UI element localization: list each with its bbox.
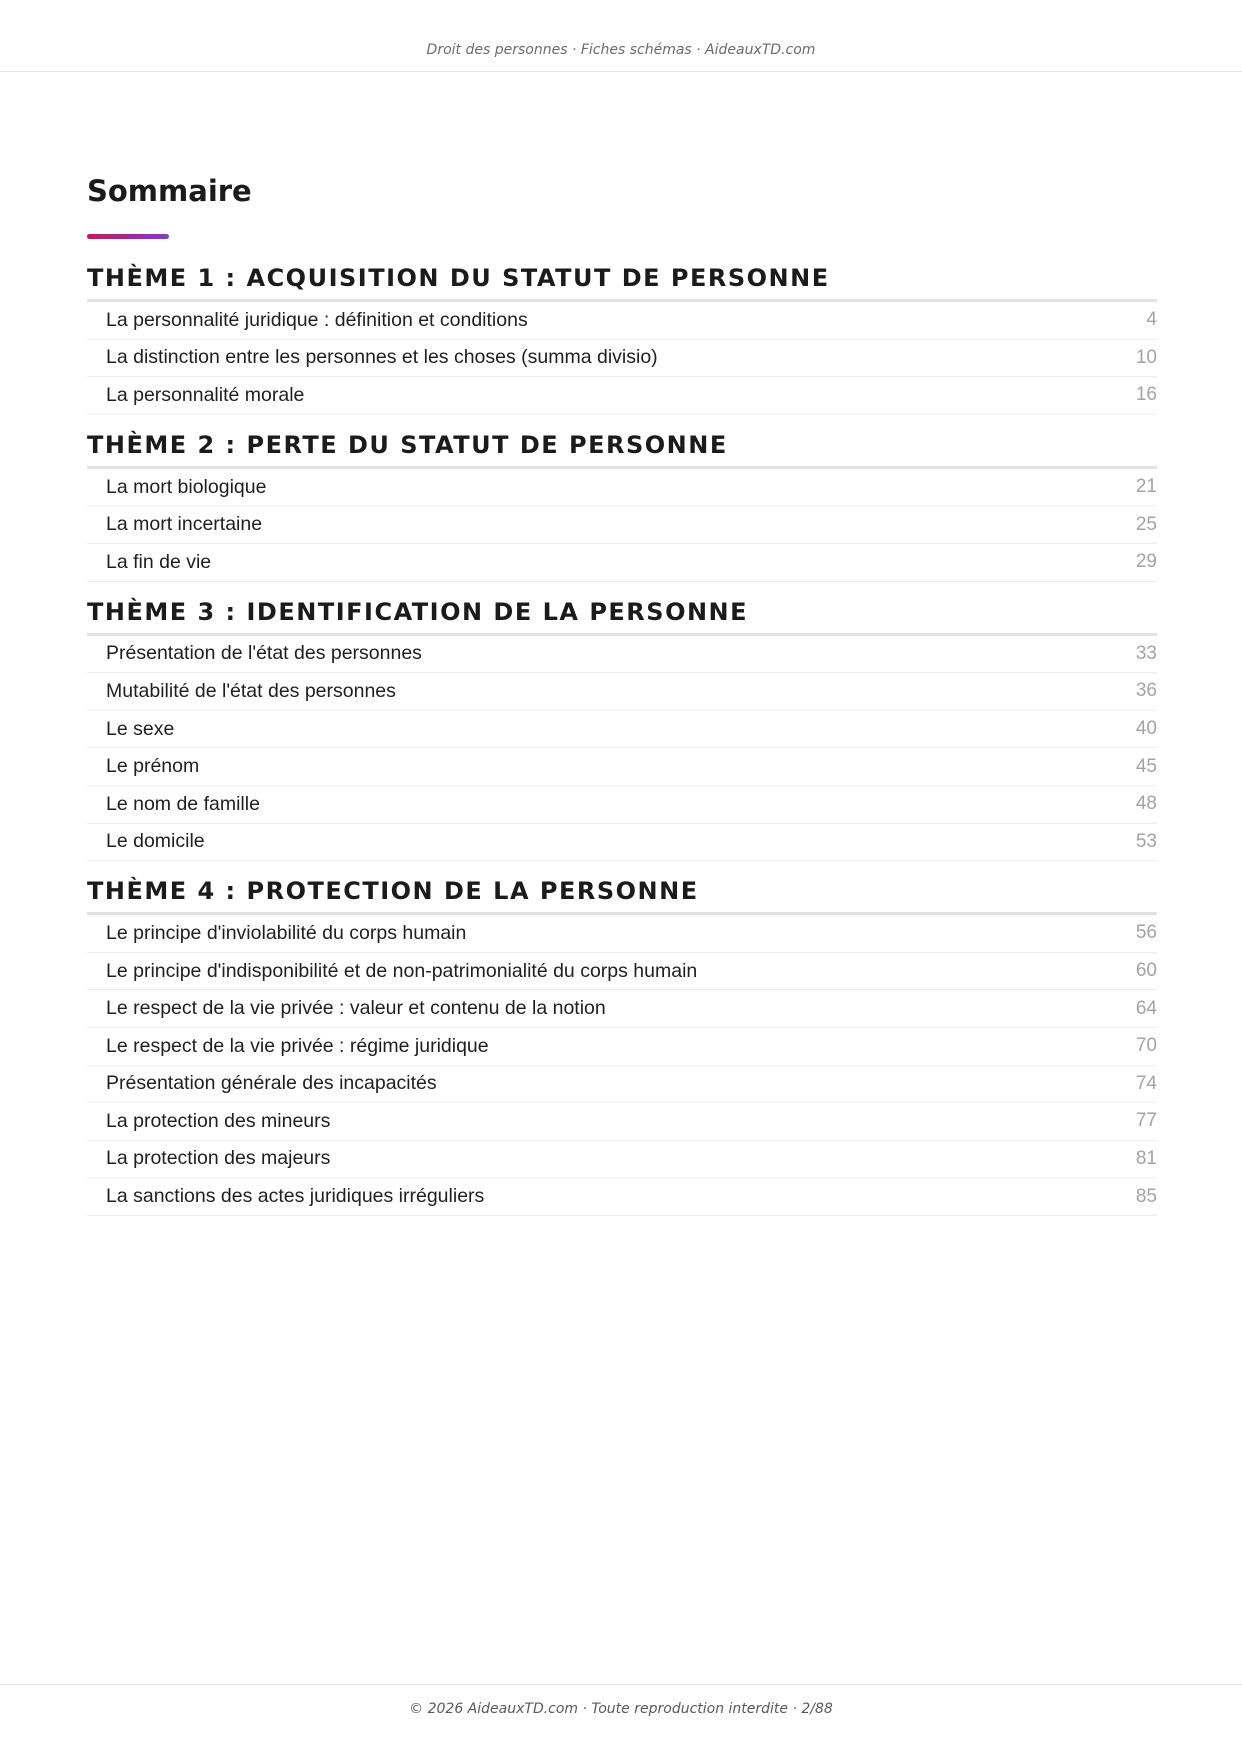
toc-entry-label: Le respect de la vie privée : régime juridique	[106, 1034, 489, 1057]
toc-entry-page: 70	[1135, 1035, 1157, 1057]
theme-section-4	[87, 867, 1157, 1216]
toc-entry-page: 10	[1135, 346, 1157, 368]
header-text: Droit des personnes · Fiches schémas · AideauxTD.com	[426, 42, 816, 58]
toc-entry-page: 36	[1135, 680, 1157, 702]
toc-entry-page: 81	[1135, 1147, 1157, 1169]
theme-section-2	[87, 421, 1157, 582]
toc-entry-label: Présentation de l'état des personnes	[106, 642, 422, 665]
toc-entry[interactable]	[87, 673, 1157, 711]
toc-entry[interactable]	[87, 1178, 1157, 1216]
toc-entry-label: La protection des majeurs	[106, 1147, 331, 1170]
toc-entry-label: Le principe d'inviolabilité du corps humain	[106, 921, 467, 944]
toc-entry[interactable]	[87, 711, 1157, 749]
toc-entry[interactable]	[87, 786, 1157, 824]
toc-entry-label: La personnalité morale	[106, 383, 305, 406]
theme-title: THÈME 4 : PROTECTION DE LA PERSONNE	[87, 867, 1157, 915]
page-header	[0, 0, 1242, 72]
toc-entry-label: Le principe d'indisponibilité et de non-patrimonialité du corps humain	[106, 959, 698, 982]
theme-title: THÈME 2 : PERTE DU STATUT DE PERSONNE	[87, 421, 1157, 469]
theme-title: THÈME 3 : IDENTIFICATION DE LA PERSONNE	[87, 588, 1157, 636]
toc-entry-label: La fin de vie	[106, 550, 212, 573]
page-footer	[0, 1684, 1242, 1754]
toc-entry-label: Le prénom	[106, 755, 200, 778]
toc-entry[interactable]	[87, 953, 1157, 991]
toc-entry-label: Le nom de famille	[106, 792, 260, 815]
toc-entry-label: La mort incertaine	[106, 513, 263, 536]
toc-entry[interactable]	[87, 824, 1157, 862]
toc-entry-label: Le sexe	[106, 717, 175, 740]
toc-entry-page: 64	[1135, 997, 1157, 1019]
toc-entry-page: 29	[1135, 551, 1157, 573]
toc-entry[interactable]	[87, 302, 1157, 340]
toc-entry-page: 21	[1135, 476, 1157, 498]
toc-entry[interactable]	[87, 748, 1157, 786]
toc-entry-page: 48	[1135, 793, 1157, 815]
toc-entry-page: 45	[1135, 755, 1157, 777]
toc-entry-page: 40	[1135, 718, 1157, 740]
toc-entry-label: La personnalité juridique : définition et conditions	[106, 308, 528, 331]
toc-entry-page: 4	[1146, 309, 1157, 331]
toc-entry-page: 77	[1135, 1110, 1157, 1132]
toc-entry-label: Mutabilité de l'état des personnes	[106, 679, 396, 702]
toc-entry-label: La protection des mineurs	[106, 1109, 331, 1132]
toc-entry-label: Le respect de la vie privée : valeur et contenu de la notion	[106, 997, 606, 1020]
toc-entry-page: 53	[1135, 830, 1157, 852]
toc-entry[interactable]	[87, 506, 1157, 544]
footer-text: © 2026 AideauxTD.com · Toute reproduction interdite · 2/88	[409, 1701, 833, 1717]
theme-section-3	[87, 588, 1157, 862]
theme-title: THÈME 1 : ACQUISITION DU STATUT DE PERSONNE	[87, 254, 1157, 302]
toc-entry[interactable]	[87, 636, 1157, 674]
table-of-contents	[87, 254, 1157, 1222]
theme-section-1	[87, 254, 1157, 415]
toc-entry[interactable]	[87, 1028, 1157, 1066]
toc-entry-label: Présentation générale des incapacités	[106, 1072, 437, 1095]
toc-entry[interactable]	[87, 340, 1157, 378]
toc-entry-page: 85	[1135, 1185, 1157, 1207]
toc-entry-page: 33	[1135, 642, 1157, 664]
toc-entry[interactable]	[87, 544, 1157, 582]
toc-entry-label: La distinction entre les personnes et les choses (summa divisio)	[106, 346, 658, 369]
toc-entry-page: 60	[1135, 960, 1157, 982]
toc-entry-label: La sanctions des actes juridiques irréguliers	[106, 1185, 485, 1208]
toc-entry-page: 74	[1135, 1072, 1157, 1094]
page-title: Sommaire	[87, 174, 252, 208]
title-underline	[87, 234, 169, 239]
toc-entry[interactable]	[87, 990, 1157, 1028]
toc-entry[interactable]	[87, 469, 1157, 507]
toc-entry[interactable]	[87, 1141, 1157, 1179]
toc-entry-page: 25	[1135, 513, 1157, 535]
toc-entry[interactable]	[87, 377, 1157, 415]
toc-entry[interactable]	[87, 915, 1157, 953]
toc-entry-label: La mort biologique	[106, 475, 267, 498]
toc-entry-page: 56	[1135, 922, 1157, 944]
toc-entry-page: 16	[1135, 384, 1157, 406]
toc-entry-label: Le domicile	[106, 830, 205, 853]
toc-entry[interactable]	[87, 1103, 1157, 1141]
toc-entry[interactable]	[87, 1066, 1157, 1104]
